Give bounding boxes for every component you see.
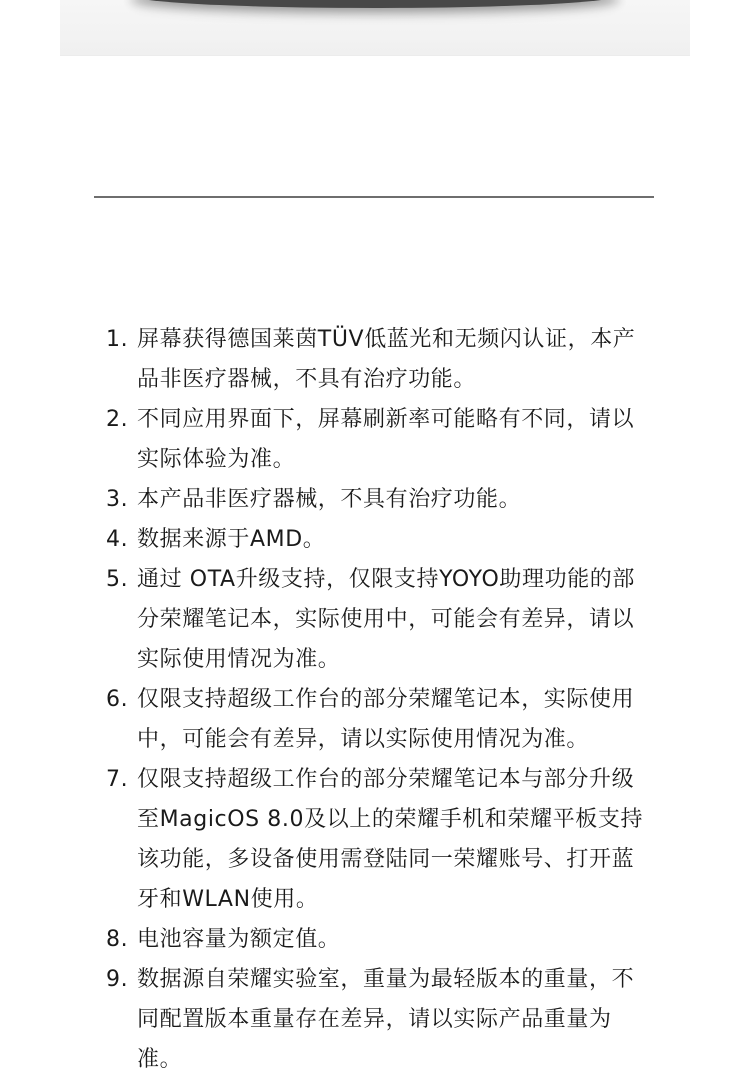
footnote-number: 8. (106, 927, 129, 952)
footnote-text: 数据源自荣耀实验室，重量为最轻版本的重量，不同配置版本重量存在差异，请以实际产品重量为准。 (137, 967, 635, 1072)
footnote-text: 仅限支持超级工作台的部分荣耀笔记本与部分升级至MagicOS 8.0及以上的荣耀手机和荣耀平板支持该功能，多设备使用需登陆同一荣耀账号、打开蓝牙和WLAN使用。 (137, 767, 644, 912)
footnote-number: 4. (106, 527, 129, 552)
footnote-item (0, 520, 750, 560)
footnote-item (0, 760, 750, 920)
footnote-text: 不同应用界面下，屏幕刷新率可能略有不同，请以实际体验为准。 (137, 407, 635, 472)
footnote-number: 1. (106, 327, 129, 352)
footnote-item (0, 400, 750, 480)
footnotes-list (0, 320, 750, 1080)
footnote-text: 屏幕获得德国莱茵TÜV低蓝光和无频闪认证，本产品非医疗器械，不具有治疗功能。 (137, 327, 636, 392)
footnote-text: 仅限支持超级工作台的部分荣耀笔记本，实际使用中，可能会有差异，请以实际使用情况为准。 (137, 687, 635, 752)
laptop-base-shadow (130, 0, 620, 8)
footnote-text: 本产品非医疗器械，不具有治疗功能。 (137, 487, 522, 512)
footnote-number: 9. (106, 967, 129, 992)
footnote-item (0, 560, 750, 680)
footnote-number: 3. (106, 487, 129, 512)
footnote-item (0, 480, 750, 520)
product-image (60, 0, 690, 56)
footnote-item (0, 920, 750, 960)
footnote-number: 7. (106, 767, 129, 792)
footnote-item (0, 960, 750, 1080)
footnote-number: 2. (106, 407, 129, 432)
footnote-text: 数据来源于AMD。 (137, 527, 326, 552)
footnote-item (0, 320, 750, 400)
footnote-item (0, 680, 750, 760)
footnote-text: 通过 OTA升级支持，仅限支持YOYO助理功能的部分荣耀笔记本，实际使用中，可能会有差异，请以实际使用情况为准。 (137, 567, 635, 672)
footnote-number: 6. (106, 687, 129, 712)
section-divider (94, 196, 654, 198)
footnote-number: 5. (106, 567, 129, 592)
footnote-text: 电池容量为额定值。 (137, 927, 341, 952)
